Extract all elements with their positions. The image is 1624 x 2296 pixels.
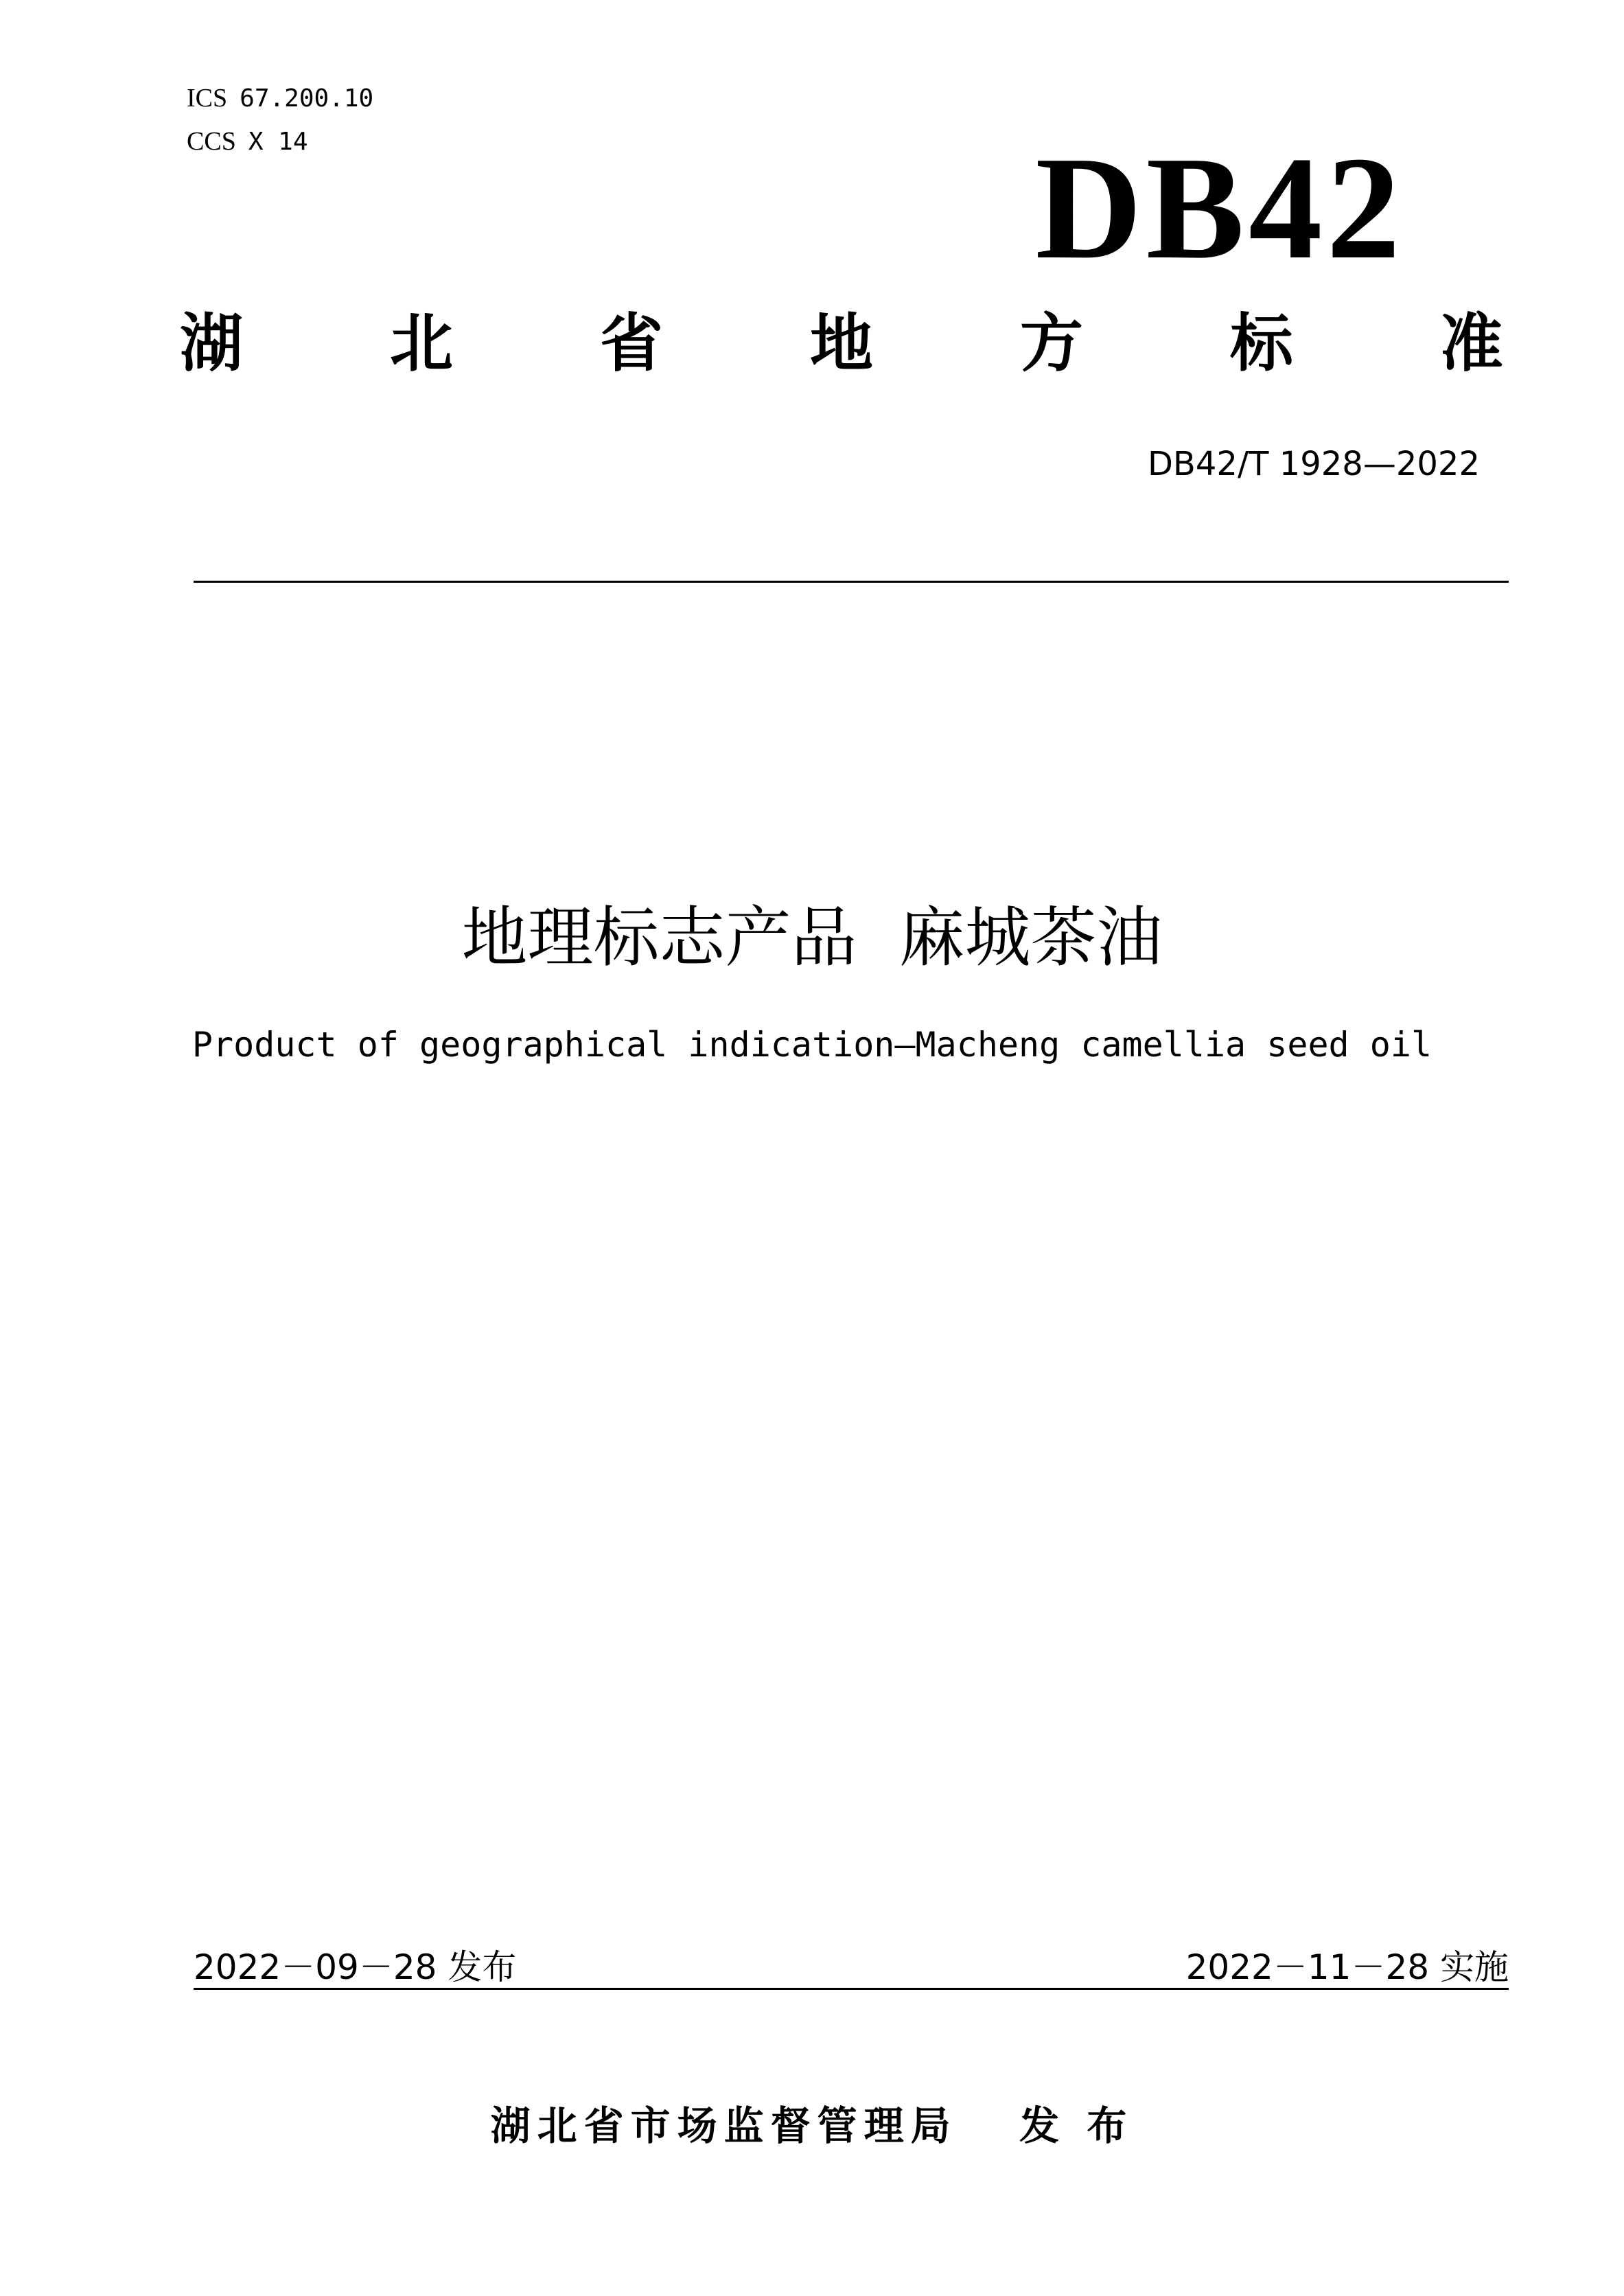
- ccs-label: CCS: [187, 127, 236, 156]
- header-divider: [194, 581, 1509, 583]
- standard-type-char: 方: [1019, 307, 1083, 380]
- standard-type-char: 省: [599, 307, 663, 380]
- ccs-code: X 14: [248, 128, 308, 156]
- title-chinese: 地理标志产品 麻城茶油: [461, 899, 1163, 976]
- ics-code: 67.200.10: [240, 84, 374, 113]
- standard-type-char: 地: [809, 307, 873, 380]
- classification-codes: [187, 77, 373, 163]
- ccs-line: [187, 120, 373, 163]
- issue-date: 2022－09－28 发布: [194, 1947, 517, 1987]
- standard-number: DB42/T 1928—2022: [1147, 445, 1480, 483]
- standard-mark: DB42: [1035, 126, 1404, 290]
- footer-divider: [194, 1988, 1509, 1990]
- implementation-date: 2022－11－28 实施: [1185, 1947, 1509, 1987]
- publisher: 湖北省市场监督管理局 发 布: [490, 2102, 1134, 2149]
- standard-type-heading: [180, 307, 1503, 380]
- title-english: Product of geographical indication—Macheng camellia seed oil: [192, 1025, 1432, 1065]
- standard-type-char: 湖: [180, 307, 244, 380]
- standard-type-char: 准: [1439, 307, 1503, 380]
- standard-type-char: 北: [389, 307, 453, 380]
- ics-line: [187, 77, 373, 120]
- standard-type-char: 标: [1229, 307, 1293, 380]
- ics-label: ICS: [187, 84, 228, 113]
